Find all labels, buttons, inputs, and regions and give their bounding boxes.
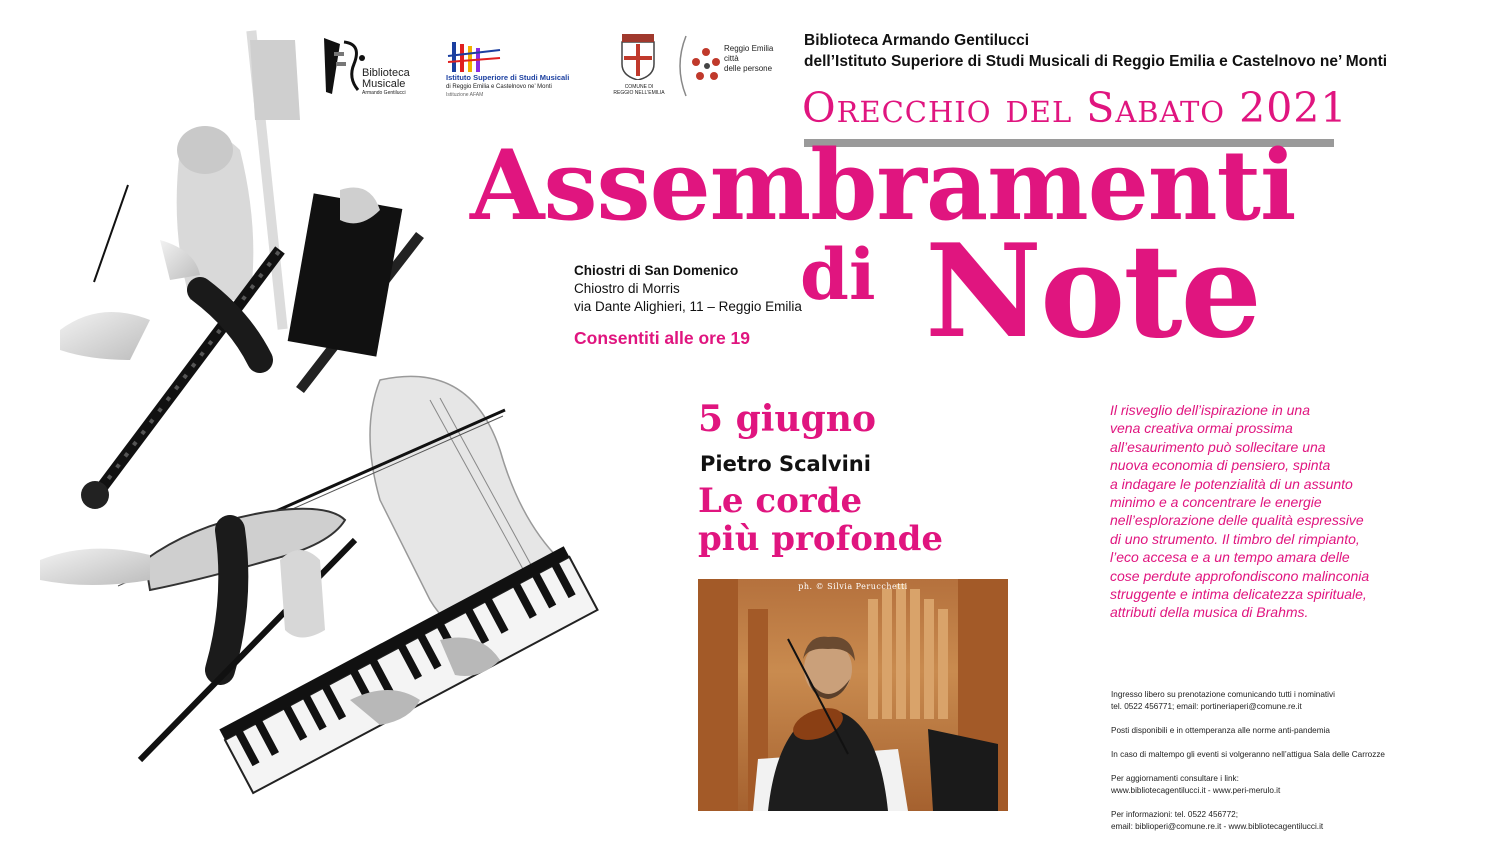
citta-persone-icon — [690, 46, 724, 86]
description-line: a indagare le potenzialità di un assunto — [1110, 475, 1353, 492]
description-line: Il risveglio dell’ispirazione in una — [1110, 402, 1310, 418]
description-line: nuova economia di pensiero, spinta — [1110, 457, 1331, 474]
performer-name: Pietro Scalvini — [700, 452, 871, 476]
info-seats: Posti disponibili e in ottemperanza alle norme anti-pandemia — [1111, 726, 1330, 735]
description-line: vena creativa ormai prossima — [1110, 420, 1293, 437]
description-line: cose perdute approfondiscono malinconia — [1110, 567, 1370, 584]
venue-address: via Dante Alighieri, 11 – Reggio Emilia — [574, 299, 802, 314]
main-title-line1: Assembramenti — [470, 129, 1296, 242]
istituto-logo-line3: Istituzione AFAM — [446, 92, 484, 98]
info-booking — [1111, 689, 1431, 713]
description-line: nell’esplorazione delle qualità espressive — [1110, 512, 1364, 529]
biblioteca-logo — [318, 34, 428, 100]
citta-logo-line1: Reggio Emilia — [724, 44, 774, 53]
info-contacts-phone: Per informazioni: tel. 0522 456772; — [1111, 810, 1238, 819]
description-line: di uno strumento. Il timbro del rimpianto, — [1110, 530, 1360, 547]
coat-of-arms-icon — [618, 34, 658, 80]
header-line1: Biblioteca Armando Gentilucci — [804, 32, 1030, 49]
comune-logo-line2: REGGIO NELL'EMILIA — [613, 90, 665, 96]
program-title-line1: Le corde — [698, 481, 863, 521]
biblioteca-logo-line1: Biblioteca — [362, 67, 410, 79]
event-description — [1110, 401, 1410, 622]
istituto-logo-icon — [446, 38, 502, 74]
info-updates-links[interactable]: www.bibliotecagentilucci.it - www.peri-merulo.it — [1111, 786, 1281, 795]
description-line: all’esaurimento può sollecitare una — [1110, 438, 1326, 455]
citta-logo — [674, 34, 774, 100]
comune-logo — [608, 34, 670, 100]
biblioteca-logo-line2: Musicale — [362, 78, 406, 90]
biblioteca-logo-icon — [318, 34, 368, 96]
description-line: minimo e a concentrare le energie — [1110, 494, 1322, 511]
istituto-logo — [446, 38, 596, 98]
main-title-di: di — [800, 233, 876, 316]
description-line: l’eco accesa e a un tempo amara delle — [1110, 549, 1350, 566]
bracket-icon — [674, 34, 688, 98]
info-weather: In caso di maltempo gli eventi si volgeranno nell’attigua Sala delle Carrozze — [1111, 750, 1385, 759]
performer-photo — [698, 579, 1008, 811]
info-updates-text: Per aggiornamenti consultare i link: — [1111, 774, 1239, 783]
biblioteca-logo-line3: Armando Gentilucci — [362, 90, 406, 96]
main-title-note: Note — [925, 217, 1260, 367]
venue-block — [574, 262, 802, 316]
info-booking-text: Ingresso libero su prenotazione comunicando tutti i nominativi — [1111, 690, 1335, 699]
description-line: attributi della musica di Brahms. — [1110, 604, 1309, 621]
header-line2: dell’Istituto Superiore di Studi Musicali di Reggio Emilia e Castelnovo ne’ Monti — [804, 53, 1388, 70]
venue-sub: Chiostro di Morris — [574, 281, 680, 296]
info-contacts-email[interactable]: email: biblioperi@comune.re.it - www.bibliotecagentilucci.it — [1111, 822, 1324, 831]
musicians-collage — [0, 0, 600, 844]
comune-logo-line1: COMUNE DI — [624, 84, 654, 90]
info-booking-contacts: tel. 0522 456771; email: portineriaperi@comune.re.it — [1111, 702, 1302, 711]
photo-credit: ph. © Silvia Perucchetti — [798, 582, 908, 591]
venue-name: Chiostri di San Domenico — [574, 263, 739, 278]
program-title-line2: più profonde — [698, 519, 944, 559]
istituto-logo-line2: di Reggio Emilia e Castelnovo ne’ Monti — [446, 83, 552, 90]
info-updates — [1111, 773, 1431, 797]
info-contacts — [1111, 809, 1431, 833]
istituto-logo-line1: Istituto Superiore di Studi Musicali — [446, 73, 570, 82]
citta-logo-line3: delle persone — [724, 64, 773, 73]
event-time: Consentiti alle ore 19 — [574, 328, 751, 348]
citta-logo-line2: città — [724, 54, 739, 63]
performer-photo-image — [698, 579, 1008, 811]
description-line: struggente e intima delicatezza spirituale, — [1110, 586, 1367, 603]
program-title — [698, 482, 943, 558]
event-date: 5 giugno — [698, 398, 876, 440]
info-block — [1111, 689, 1431, 845]
series-title: Orecchio del Sabato 2021 — [802, 84, 1348, 132]
